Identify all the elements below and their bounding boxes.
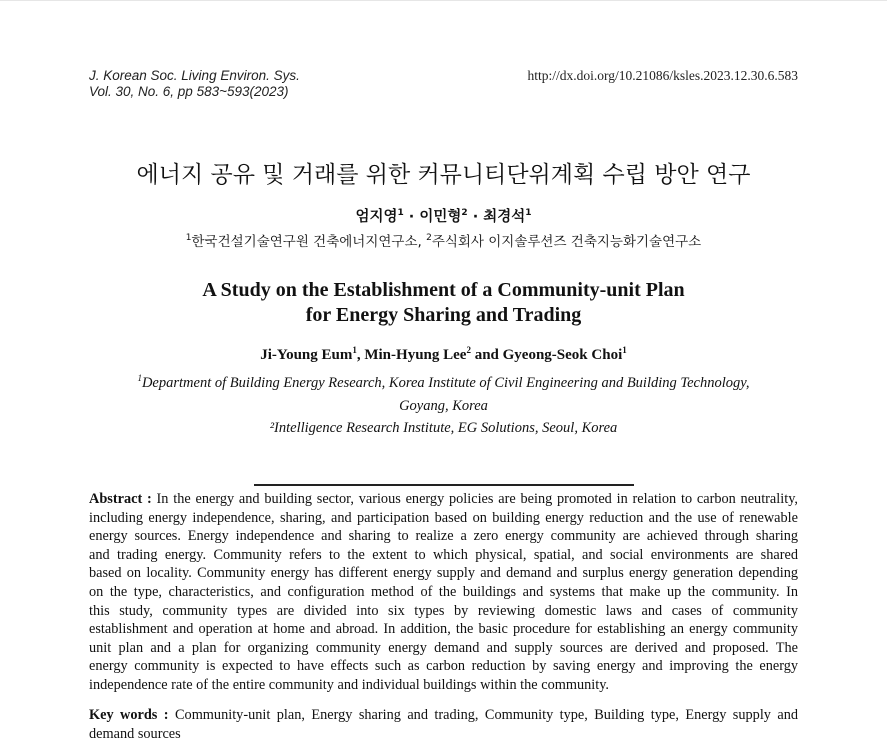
abstract-text: including energy independence, sharing, and participation based on building energy reduction and the use of renewable bbox=[89, 509, 798, 526]
author-name: 최경석 bbox=[483, 209, 526, 225]
korean-title: 에너지 공유 및 거래를 위한 커뮤니티단위계획 수립 방안 연구 bbox=[136, 162, 751, 188]
abstract-line bbox=[89, 657, 798, 676]
title-line: for Energy Sharing and Trading bbox=[305, 304, 582, 326]
author-name: , Min-Hyung Lee bbox=[356, 347, 467, 363]
english-authors bbox=[0, 347, 887, 364]
abstract-text: and trading energy. Community refers to the extent to which physical, spatial, and social environments are shared bbox=[89, 546, 798, 563]
author-name: and Gyeong-Seok Choi bbox=[470, 347, 623, 363]
separator: · bbox=[403, 209, 420, 225]
author-name: Ji-Young Eum bbox=[260, 347, 353, 363]
author-sup: 2 bbox=[461, 208, 468, 218]
journal-volume: Vol. 30, No. 6, pp 583~593(2023) bbox=[89, 84, 289, 99]
journal-name: J. Korean Soc. Living Environ. Sys. bbox=[89, 68, 300, 83]
journal-citation bbox=[89, 68, 300, 100]
english-title bbox=[0, 278, 887, 328]
affiliation-2: ²Intelligence Research Institute, EG Solutions, Seoul, Korea bbox=[269, 420, 618, 436]
keywords-text: Community-unit plan, Energy sharing and trading, Community type, Building type, Energy supply and demand sources bbox=[89, 707, 799, 742]
abstract-line bbox=[89, 676, 798, 695]
abstract-line bbox=[89, 546, 798, 565]
abstract-line bbox=[89, 602, 798, 621]
abstract-line bbox=[89, 583, 798, 602]
keywords-label: Key words : bbox=[89, 707, 169, 723]
affiliation-1-city: Goyang, Korea bbox=[399, 397, 488, 414]
affiliation-2: 주식회사 이지솔루션즈 건축지능화기술연구소 bbox=[431, 234, 702, 250]
aff-sup: 1 bbox=[137, 373, 142, 383]
aff-sup: 1 bbox=[185, 233, 192, 243]
doi-link[interactable]: http://dx.doi.org/10.21086/ksles.2023.12.30.6.583 bbox=[527, 68, 798, 83]
abstract-text: In the energy and building sector, various energy policies are being promoted in relation to carbon neutrality, bbox=[151, 491, 798, 507]
abstract-text: energy sources. Energy independence and sharing to realize a zero energy community are achieved through sharing bbox=[89, 528, 798, 545]
keywords bbox=[89, 706, 798, 744]
author-name: 이민형 bbox=[419, 209, 462, 225]
abstract-line bbox=[89, 509, 798, 528]
title-line: A Study on the Establishment of a Community-unit Plan bbox=[202, 279, 685, 301]
abstract-text: this study, community types are divided into six types by reviewing domestic laws and cases of community bbox=[89, 602, 798, 619]
abstract-line bbox=[89, 620, 798, 639]
abstract-label: Abstract : bbox=[89, 491, 152, 507]
abstract-line bbox=[89, 639, 798, 658]
abstract-text: unit plan and a plan for organizing community energy demand and supply sources are derived and proposed. The bbox=[89, 639, 798, 656]
abstract-text: establishment and operation at home and abroad. In addition, the basic procedure for establishing an energy community bbox=[89, 621, 798, 638]
abstract-text: independence rate of the entire community and individual buildings within the community. bbox=[89, 676, 609, 693]
aff-sup: 2 bbox=[426, 233, 432, 243]
abstract-text: based on locality. Community energy has different energy supply and demand and surplus energy generation depending bbox=[89, 565, 798, 582]
author-sup: 1 bbox=[397, 208, 404, 218]
author-sup: 1 bbox=[352, 345, 357, 355]
korean-authors bbox=[0, 205, 887, 226]
abstract-text: on the type, characteristics, and configuration method of the buildings and systems that make up the community. In bbox=[89, 583, 798, 600]
affiliation-1: Department of Building Energy Research, Korea Institute of Civil Engineering and Building Technology, bbox=[141, 375, 750, 391]
korean-affiliations bbox=[0, 230, 887, 250]
abstract-text: energy community is expected to have effects such as carbon reduction by saving energy and improving the energy bbox=[89, 658, 798, 675]
separator: · bbox=[467, 209, 484, 225]
author-sup: 1 bbox=[525, 208, 532, 218]
author-sup: 1 bbox=[622, 345, 627, 355]
page-top-border bbox=[0, 0, 887, 1]
author-sup: 2 bbox=[466, 345, 471, 355]
english-affiliations bbox=[0, 372, 887, 440]
abstract-line bbox=[89, 527, 798, 546]
abstract-line bbox=[89, 564, 798, 583]
abstract bbox=[89, 490, 798, 695]
author-name: 엄지영 bbox=[355, 209, 398, 225]
divider bbox=[254, 484, 634, 486]
abstract-line bbox=[89, 490, 798, 509]
affiliation-1: 한국건설기술연구원 건축에너지연구소, bbox=[191, 234, 427, 250]
